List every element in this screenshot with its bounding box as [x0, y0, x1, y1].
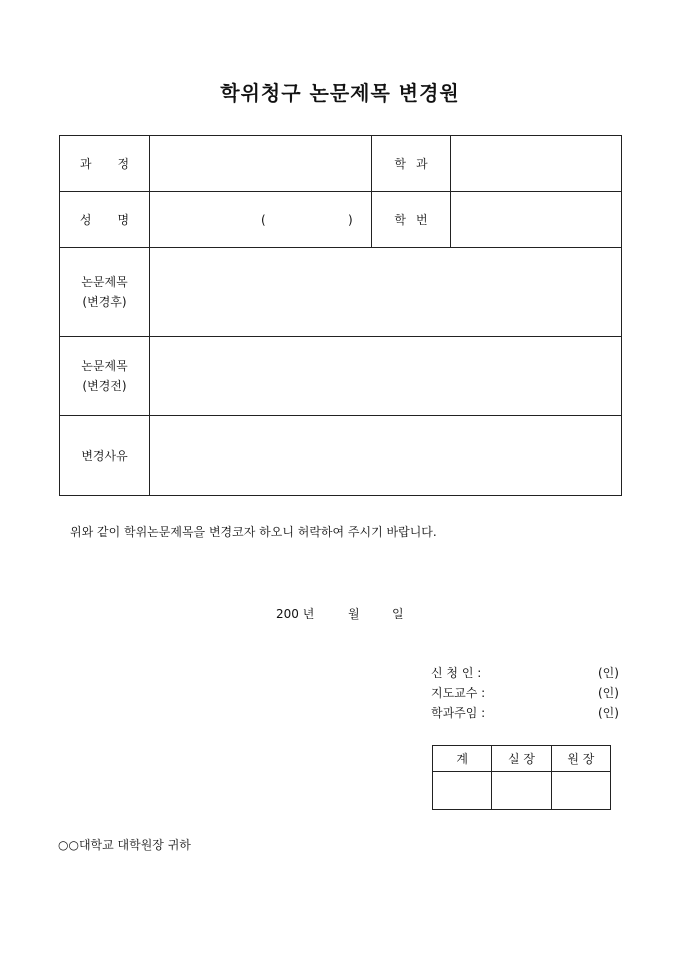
approval-header-clerk: 계 [433, 746, 492, 772]
approval-stamp-clerk[interactable] [433, 772, 492, 810]
name-field[interactable] [150, 192, 372, 248]
department-label: 학과 [372, 136, 451, 192]
applicant-seal: (인) [598, 666, 619, 680]
approval-stamp-chief[interactable] [492, 772, 551, 810]
name-paren-open: ( [261, 212, 266, 227]
title-after-label: 논문제목 (변경후) [60, 248, 150, 337]
dept-head-seal: (인) [598, 706, 619, 720]
approval-header-dean: 원 장 [551, 746, 610, 772]
course-label: 과정 [60, 136, 150, 192]
dept-head-label: 학과주임 : [431, 706, 486, 720]
title-before-label: 논문제목 (변경전) [60, 337, 150, 416]
date-day: 일 [392, 607, 404, 621]
title-after-field[interactable] [150, 248, 622, 337]
department-field[interactable] [451, 136, 622, 192]
approval-stamp-dean[interactable] [551, 772, 610, 810]
title-before-field[interactable] [150, 337, 622, 416]
document-title: 학위청구 논문제목 변경원 [220, 81, 460, 105]
name-paren-close: ) [348, 212, 353, 227]
student-id-label: 학번 [372, 192, 451, 248]
reason-label: 변경사유 [60, 416, 150, 496]
approval-box [432, 745, 611, 810]
approval-header-chief: 실 장 [492, 746, 551, 772]
date-month: 월 [348, 607, 360, 621]
name-label: 성명 [60, 192, 150, 248]
application-form-table [59, 135, 622, 496]
request-statement: 위와 같이 학위논문제목을 변경코자 하오니 허락하여 주시기 바랍니다. [70, 525, 437, 539]
addressee: ○○대학교 대학원장 귀하 [58, 838, 191, 852]
student-id-field[interactable] [451, 192, 622, 248]
advisor-seal: (인) [598, 686, 619, 700]
applicant-label: 신 청 인 : [431, 666, 482, 680]
reason-field[interactable] [150, 416, 622, 496]
course-field[interactable] [150, 136, 372, 192]
date-year: 200 년 [276, 607, 315, 621]
advisor-label: 지도교수 : [431, 686, 486, 700]
